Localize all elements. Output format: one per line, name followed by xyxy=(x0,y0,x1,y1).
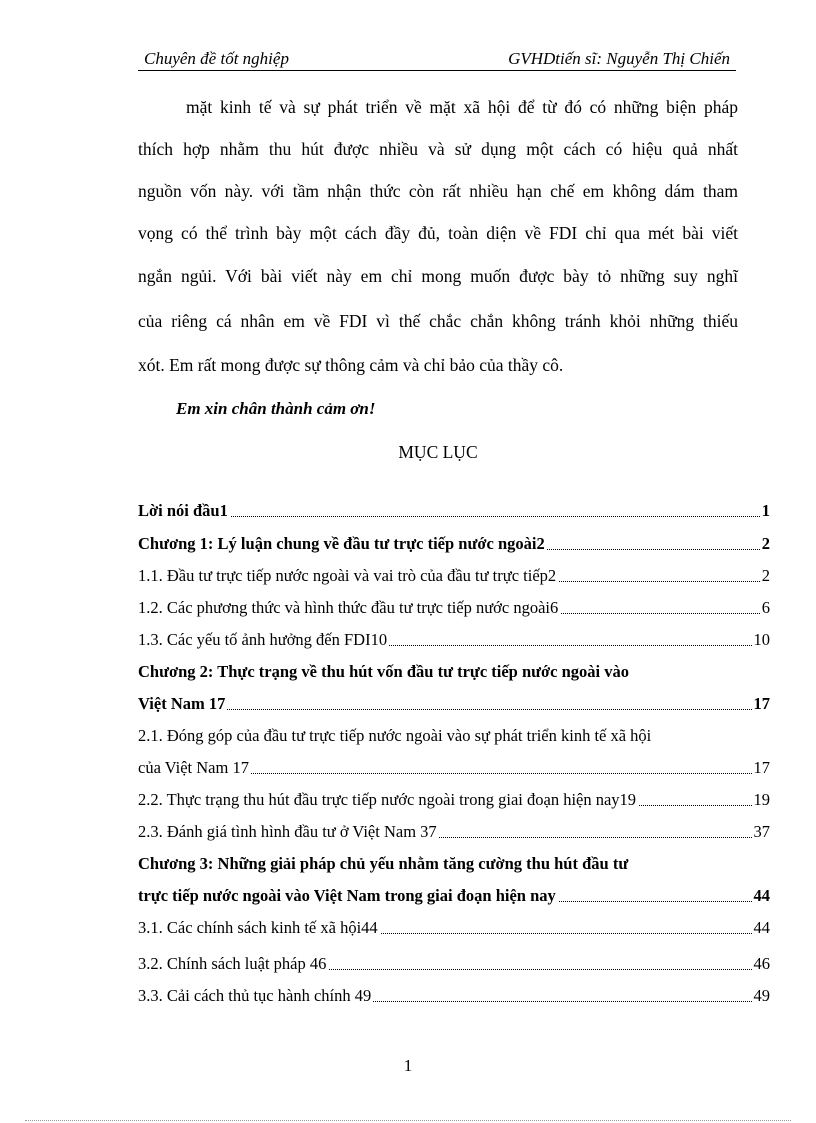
toc-entry-text: của Việt Nam 17 xyxy=(138,758,249,777)
toc-entry xyxy=(138,789,770,811)
toc-entry-text: Chương 1: Lý luận chung về đầu tư trực tiếp nước ngoài2 xyxy=(138,534,545,553)
body-line: vọng có thể trình bày một cách đầy đủ, toàn diện về FDI chỉ qua mét bài viết xyxy=(138,223,738,243)
page-number: 1 xyxy=(403,1056,413,1075)
closing-thanks: Em xin chân thành cảm ơn! xyxy=(176,399,376,418)
header-title: Chuyên đề tốt nghiệp xyxy=(144,49,289,68)
toc-entry-text: 3.1. Các chính sách kinh tế xã hội44 xyxy=(138,918,378,937)
body-line: ngắn ngủi. Với bài viết này em chỉ mong muốn được bày tỏ những suy nghĩ xyxy=(138,266,738,286)
toc-entry xyxy=(138,953,770,975)
toc-entry xyxy=(138,917,770,939)
toc-entry xyxy=(138,629,770,651)
toc-entry-page: 19 xyxy=(753,790,770,809)
toc-entry-continued xyxy=(138,693,770,715)
toc-entry-page: 2 xyxy=(761,534,770,553)
toc-entry-text: 2.3. Đánh giá tình hình đầu tư ở Việt Nam 37 xyxy=(138,822,437,841)
toc-entry-page: 17 xyxy=(753,758,770,777)
toc-entry-page: 44 xyxy=(753,886,770,905)
toc-entry-text: Việt Nam 17 xyxy=(138,694,226,713)
toc-entry-page: 49 xyxy=(753,986,770,1005)
page-bottom-divider xyxy=(25,1120,791,1121)
toc-entry-continued xyxy=(138,757,770,779)
toc-entry xyxy=(138,821,770,843)
toc-entry-text: Chương 3: Những giải pháp chủ yếu nhằm tăng cường thu hút đầu tư xyxy=(138,854,629,873)
toc-entry xyxy=(138,597,770,619)
toc-leader xyxy=(138,516,770,517)
toc-entry-text: 1.1. Đầu tư trực tiếp nước ngoài và vai trò của đầu tư trực tiếp2 xyxy=(138,566,557,585)
toc-entry xyxy=(138,500,770,522)
toc-entry-text: 2.2. Thực trạng thu hút đầu trực tiếp nước ngoài trong giai đoạn hiện nay19 xyxy=(138,790,637,809)
toc-entry-text: 3.2. Chính sách luật pháp 46 xyxy=(138,954,327,973)
toc-entry-page: 46 xyxy=(753,954,770,973)
toc-entry-text: 3.3. Cải cách thủ tục hành chính 49 xyxy=(138,986,372,1005)
toc-title: MỤC LỤC xyxy=(398,442,478,462)
toc-entry-text: Chương 2: Thực trạng về thu hút vốn đầu tư trực tiếp nước ngoài vào xyxy=(138,662,630,681)
header-supervisor: GVHDtiến sĩ: Nguyễn Thị Chiến xyxy=(508,49,730,68)
toc-entry-page: 2 xyxy=(761,566,770,585)
body-line: xót. Em rất mong được sự thông cảm và chỉ bảo của thầy cô. xyxy=(138,355,564,375)
toc-entry-page: 37 xyxy=(753,822,770,841)
toc-entry-page: 6 xyxy=(761,598,770,617)
toc-entry-page: 17 xyxy=(753,694,770,713)
toc-entry-page: 10 xyxy=(753,630,770,649)
body-line: thích hợp nhằm thu hút được nhiều và sử dụng một cách có hiệu quả nhất xyxy=(138,139,738,159)
toc-entry-continued xyxy=(138,885,770,907)
toc-entry xyxy=(138,725,738,747)
toc-leader xyxy=(138,709,770,710)
body-line: của riêng cá nhân em về FDI vì thế chắc chắn không tránh khỏi những thiếu xyxy=(138,311,738,331)
toc-entry xyxy=(138,661,738,683)
toc-entry-text: trực tiếp nước ngoài vào Việt Nam trong giai đoạn hiện nay xyxy=(138,886,556,905)
toc-entry xyxy=(138,565,770,587)
body-line: nguồn vốn này. với tầm nhận thức còn rất nhiều hạn chế em không dám tham xyxy=(138,181,738,201)
toc-entry-text: Lời nói đầu1 xyxy=(138,501,228,520)
toc-entry-text: 2.1. Đóng góp của đầu tư trực tiếp nước ngoài vào sự phát triển kinh tế xã hội xyxy=(138,726,652,745)
toc-entry-page: 1 xyxy=(761,501,770,520)
toc-entry-text: 1.2. Các phương thức và hình thức đầu tư trực tiếp nước ngoài6 xyxy=(138,598,559,617)
toc-entry xyxy=(138,533,770,555)
page-header xyxy=(138,48,736,71)
toc-entry-text: 1.3. Các yếu tố ảnh hưởng đến FDI10 xyxy=(138,630,388,649)
body-line: mặt kinh tế và sự phát triển về mặt xã hội để từ đó có những biện pháp xyxy=(186,97,738,117)
toc-entry xyxy=(138,985,770,1007)
toc-entry xyxy=(138,853,738,875)
toc-entry-page: 44 xyxy=(753,918,770,937)
